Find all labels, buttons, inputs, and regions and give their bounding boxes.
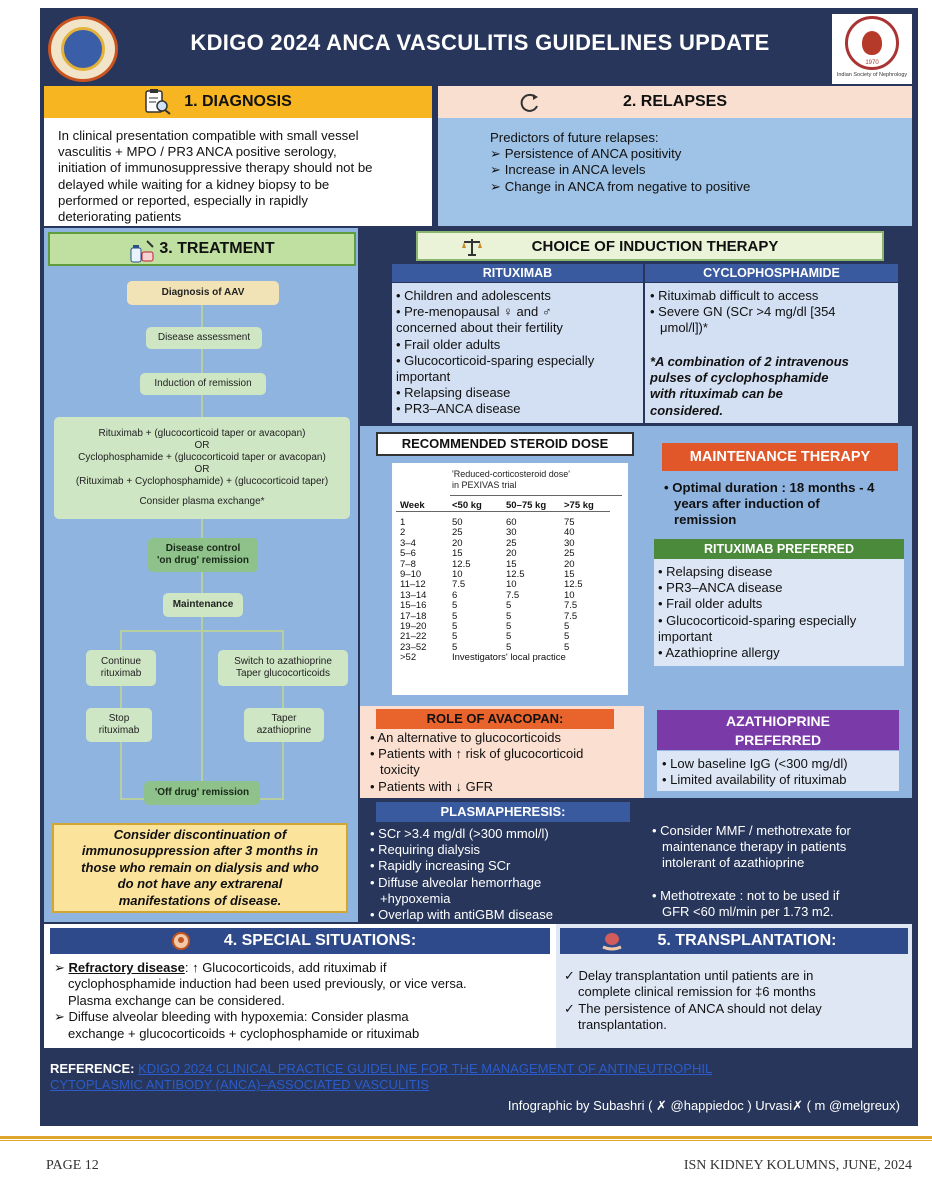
plasmapheresis-title: PLASMAPHERESIS:: [376, 802, 630, 822]
relapse-cycle-icon: [518, 91, 542, 115]
relapses-list: [490, 130, 900, 195]
flow-off-drug: 'Off drug' remission: [144, 781, 260, 805]
special-text: ➢ Refractory disease: ↑ Glucocorticoids, add rituximab if cyclophosphamide induction had been used previously, or vice versa. Plasma exchange can be considered. ➢ Diffuse alveolar bleeding with hypoxemia: Consider plasma exchange + glucocorticoids + cyclophosphamide or rituximab: [54, 960, 467, 1041]
credit-line: Infographic by Subashri ( ✗ @happiedoc ) Urvasi✗ ( m @melgreux): [507, 1098, 900, 1113]
flow-disease-control: Disease control 'on drug' remission: [148, 538, 258, 572]
left-logo: [48, 16, 118, 82]
treatment-title-bar: [48, 232, 356, 266]
relapses-title-bar: [438, 86, 912, 118]
dialysis-note: Consider discontinuation of immunosuppression after 3 months in those who remain on dialysis and who do not have any extrarenal manifestations of disease.: [52, 823, 348, 913]
relapses-title: 2. RELAPSES: [622, 93, 728, 110]
rituximab-header: RITUXIMAB: [392, 264, 643, 282]
azathioprine-preferred-header: AZATHIOPRINE PREFERRED: [657, 710, 899, 750]
isn-logo: [832, 14, 912, 84]
flow-stop-rituximab: Stop rituximab: [86, 708, 152, 742]
special-title: 4. SPECIAL SITUATIONS:: [223, 932, 417, 949]
cyclo-indications: • Rituximab difficult to access • Severe GN (SCr >4 mg/dl [354 μmol/l])*: [650, 288, 836, 336]
flow-diagnosis: Diagnosis of AAV: [127, 281, 279, 305]
reference-label: REFERENCE:: [50, 1061, 135, 1076]
induction-title: CHOICE OF INDUCTION THERAPY: [531, 237, 779, 255]
special-title-bar: [50, 928, 550, 954]
induction-title-bar: [416, 231, 884, 261]
azathioprine-preferred-list: • Low baseline IgG (<300 mg/dl) • Limited availability of rituximab: [662, 756, 848, 788]
special-badge-icon: [170, 930, 192, 952]
clipboard-search-icon: [142, 90, 172, 114]
relapse-item: ➢ Change in ANCA from negative to positive: [490, 178, 751, 194]
flow-induction: Induction of remission: [140, 373, 266, 395]
refractory-label: Refractory disease: [68, 960, 185, 975]
logo-caption: Indian Society of Nephrology: [836, 72, 908, 78]
footer-rule-top: [0, 1136, 932, 1139]
logo-year: 1970: [865, 60, 879, 66]
page-title: KDIGO 2024 ANCA VASCULITIS GUIDELINES UPDATE: [190, 30, 770, 55]
transplant-title: 5. TRANSPLANTATION:: [657, 932, 837, 949]
transplant-title-bar: [560, 928, 908, 954]
steroid-table: Week <50 kg 50–75 kg >75 kg 1 50 60 75 2 25 30 40 3–4 20 25 30 5–6 15 20 25 7–8 12.5 15 20 9–10 10 12.5 15 11–12 7.5 10 12.5 13–14 6 7.5 10 15–16 5 5 7.5 17–18 5 5 7.5 19–20 5 5 5 21–22 5 5 5 23–52 5 5 5 >52 Investigators' local practice: [396, 501, 610, 664]
diagnosis-title-bar: [44, 86, 432, 118]
reference-text: [50, 1061, 910, 1093]
steroid-caption: 'Reduced-corticosteroid dose' in PEXIVAS trial: [452, 469, 570, 490]
flow-induction-options: Rituximab + (glucocorticoid taper or avacopan) OR Cyclophosphamide + (glucocorticoid taper or avacopan) OR (Rituximab + Cyclophosphamide) + (glucocorticoid taper) Consider plasma exchange*: [54, 417, 350, 519]
avacopan-title: ROLE OF AVACOPAN:: [376, 709, 614, 729]
maintenance-duration: • Optimal duration : 18 months - 4 years after induction of remission: [664, 480, 875, 528]
medicine-icon: [128, 238, 156, 264]
balance-scale-icon: [460, 236, 484, 258]
diagnosis-text: In clinical presentation compatible with small vessel vasculitis + MPO / PR3 ANCA positive serology, initiation of immunosuppressive therapy should not be delayed while waiting for a kidney biopsy to be performed or reported, especially in rapidly deteriorating patients: [58, 128, 373, 225]
avacopan-list: • An alternative to glucocorticoids • Patients with ↑ risk of glucocorticoid toxicity • Patients with ↓ GFR: [370, 730, 584, 794]
relapse-item: ➢ Increase in ANCA levels: [490, 162, 646, 178]
maintenance-notes: • Consider MMF / methotrexate for maintenance therapy in patients intolerant of azathioprine • Methotrexate : not to be used if GFR <60 ml/min per 1.73 m2.: [652, 823, 851, 919]
rituximab-indications: • Children and adolescents • Pre-menopausal ♀ and ♂ concerned about their fertility • Frail older adults • Glucocorticoid-sparing especially important • Relapsing disease • PR3–ANCA disease: [396, 288, 595, 417]
reference-link-cont[interactable]: CYTOPLASMIC ANTIBODY (ANCA)–ASSOCIATED VASCULITIS: [50, 1077, 430, 1092]
maintenance-title: MAINTENANCE THERAPY: [662, 443, 898, 471]
flow-maintenance: Maintenance: [163, 593, 243, 617]
reference-link[interactable]: KDIGO 2024 CLINICAL PRACTICE GUIDELINE FOR THE MANAGEMENT OF ANTINEUTROPHIL: [138, 1061, 713, 1076]
relapses-intro: Predictors of future relapses:: [490, 130, 659, 145]
combination-note: *A combination of 2 intravenous pulses of cyclophosphamide with rituximab can be considered.: [650, 354, 849, 418]
relapse-item: ➢ Persistence of ANCA positivity: [490, 146, 682, 162]
publication-name: ISN KIDNEY KOLUMNS, JUNE, 2024: [683, 1158, 912, 1173]
flow-assessment: Disease assessment: [146, 327, 262, 349]
flow-switch-azathioprine: Switch to azathioprine Taper glucocorticoids: [218, 650, 348, 686]
flow-taper-azathioprine: Taper azathioprine: [244, 708, 324, 742]
flow-continue-rituximab: Continue rituximab: [86, 650, 156, 686]
rituximab-preferred-list: • Relapsing disease • PR3–ANCA disease • Frail older adults • Glucocorticoid-sparing especially important • Azathioprine allergy: [658, 564, 857, 661]
cyclophosphamide-header: CYCLOPHOSPHAMIDE: [645, 264, 898, 282]
footer-rule-bottom: [0, 1140, 932, 1141]
rituximab-preferred-header: RITUXIMAB PREFERRED: [654, 539, 904, 559]
transplant-text: ✓ Delay transplantation until patients are in complete clinical remission for ‡6 months ✓ The persistence of ANCA should not delay transplantation.: [564, 968, 822, 1033]
page-number: PAGE 12: [46, 1158, 99, 1173]
steroid-title: RECOMMENDED STEROID DOSE: [376, 432, 634, 456]
treatment-title: 3. TREATMENT: [159, 240, 275, 257]
steroid-table-card: [392, 463, 628, 695]
kidney-hand-icon: [600, 930, 624, 952]
plasmapheresis-list: • SCr >3.4 mg/dl (>300 mmol/l) • Requiring dialysis • Rapidly increasing SCr • Diffuse alveolar hemorrhage +hypoxemia • Overlap with antiGBM disease: [370, 826, 554, 923]
diagnosis-title: 1. DIAGNOSIS: [184, 93, 292, 110]
